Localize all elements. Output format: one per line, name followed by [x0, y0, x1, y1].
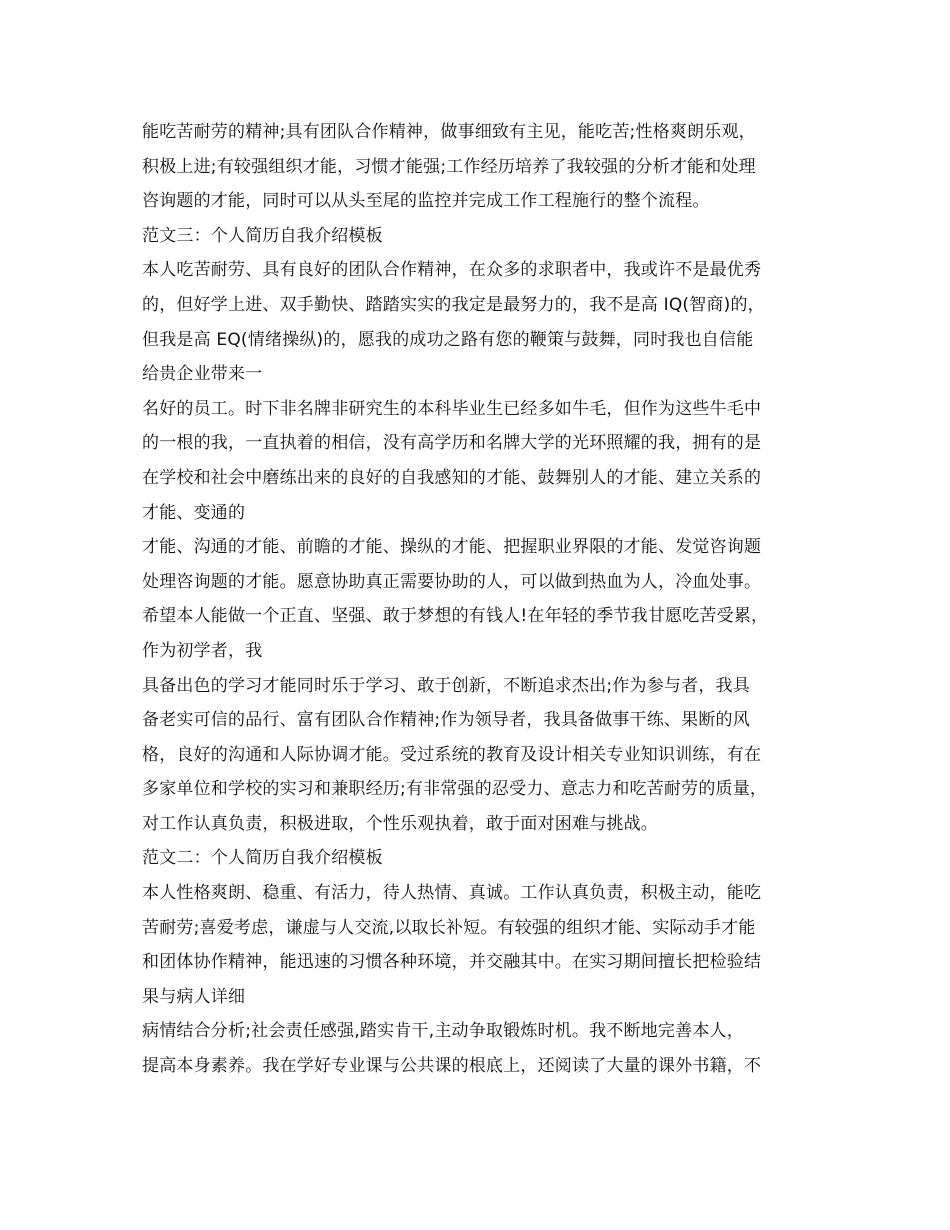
text-line: 和团体协作精神，能迅速的习惯各种环境，并交融其中。在实习期间擅长把检验结 [142, 952, 762, 973]
text-line: 给贵企业带来一 [142, 364, 263, 385]
text-line: 才能、变通的 [142, 502, 246, 523]
text-line: 的一根的我，一直执着的相信，没有高学历和名牌大学的光环照耀的我，拥有的是 [142, 433, 762, 454]
text-line: 苦耐劳;喜爱考虑，谦虚与人交流,以取长补短。有较强的组织才能、实际动手才能 [142, 917, 756, 938]
text-line: 备老实可信的品行、富有团队合作精神;作为领导者，我具备做事干练、果断的风 [142, 710, 750, 731]
text-line: 处理咨询题的才能。愿意协助真正需要协助的人，可以做到热血为人，冷血处事。 [142, 571, 762, 592]
text-line: 名好的员工。时下非名牌非研究生的本科毕业生已经多如牛毛，但作为这些牛毛中 [142, 398, 762, 419]
text-line: 格，良好的沟通和人际协调才能。受过系统的教育及设计相关专业知识训练，有在 [142, 744, 762, 765]
text-line: 咨询题的才能，同时可以从头至尾的监控并完成工作工程施行的整个流程。 [142, 191, 710, 212]
text-line: 对工作认真负责，积极进取，个性乐观执着，敢于面对困难与挑战。 [142, 813, 658, 834]
text-line: 才能、沟通的才能、前瞻的才能、操纵的才能、把握职业界限的才能、发觉咨询题 [142, 537, 762, 558]
text-line: 在学校和社会中磨练出来的良好的自我感知的才能、鼓舞别人的才能、建立关系的 [142, 467, 762, 488]
text-line: 提高本身素养。我在学好专业课与公共课的根底上，还阅读了大量的课外书籍，不 [142, 1056, 762, 1077]
document-body [142, 115, 842, 1084]
text-line: 本人吃苦耐劳、具有良好的团队合作精神，在众多的求职者中，我或许不是最优秀 [142, 260, 762, 281]
text-line: 的，但好学上进、双手勤快、踏踏实实的我定是最努力的，我不是高 IQ(智商)的， [142, 294, 765, 315]
text-line: 多家单位和学校的实习和兼职经历;有非常强的忍受力、意志力和吃苦耐劳的质量， [142, 779, 768, 800]
text-line: 但我是高 EQ(情绪操纵)的，愿我的成功之路有您的鞭策与鼓舞，同时我也自信能 [142, 329, 754, 350]
section-heading: 范文三：个人简历自我介绍模板 [142, 225, 383, 246]
text-line: 希望本人能做一个正直、坚强、敢于梦想的有钱人!在年轻的季节我甘愿吃苦受累， [142, 606, 769, 627]
text-line: 作为初学者，我 [142, 640, 263, 661]
text-line: 能吃苦耐劳的精神;具有团队合作精神，做事细致有主见，能吃苦;性格爽朗乐观， [142, 122, 756, 142]
text-line: 果与病人详细 [142, 986, 246, 1007]
text-line: 积极上进;有较强组织才能，习惯才能强;工作经历培养了我较强的分析才能和处理 [142, 156, 756, 177]
text-line: 病情结合分析;社会责任感强,踏实肯干,主动争取锻炼时机。我不断地完善本人， [142, 1021, 744, 1042]
section-heading: 范文二：个人简历自我介绍模板 [142, 848, 383, 869]
text-line: 本人性格爽朗、稳重、有活力，待人热情、真诚。工作认真负责，积极主动，能吃 [142, 883, 762, 904]
text-line: 具备出色的学习才能同时乐于学习、敢于创新，不断追求杰出;作为参与者，我具 [142, 675, 750, 696]
